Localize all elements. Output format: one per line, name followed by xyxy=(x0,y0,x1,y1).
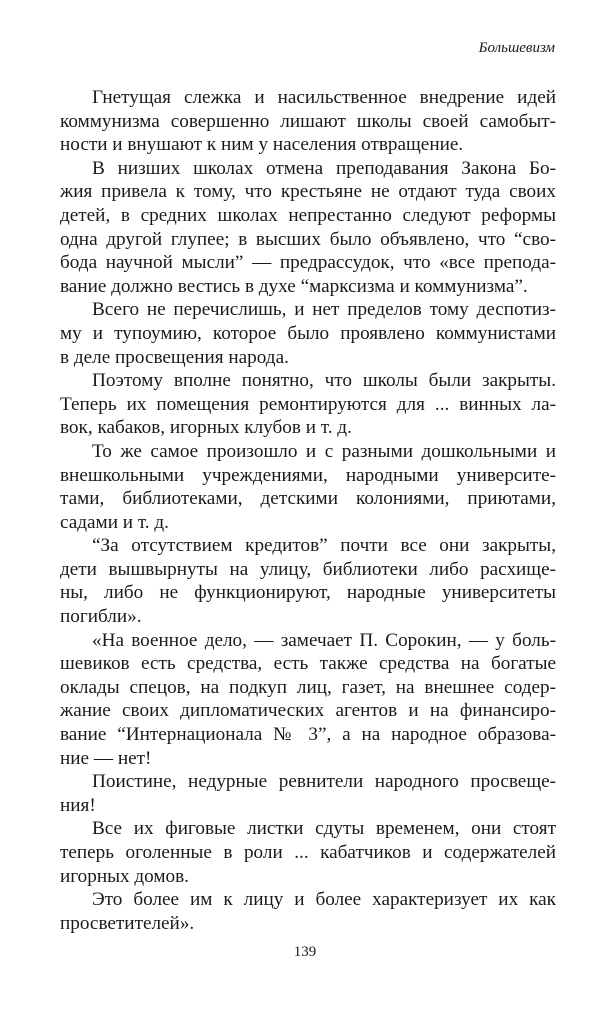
text-line: теперь оголенные в роли ... кабатчиков и содержателей xyxy=(60,842,556,863)
paragraph xyxy=(60,888,556,935)
text-line: ния! xyxy=(60,794,96,816)
text-line: ны, либо не функционируют, народные университеты xyxy=(60,582,556,604)
text-line: вание должно вестись в духе “марксизма и коммунизма”. xyxy=(60,275,528,297)
text-line: внешкольными учреждениями, народными университе- xyxy=(60,464,556,486)
paragraph xyxy=(60,817,556,888)
paragraph xyxy=(60,440,556,534)
paragraph xyxy=(60,86,556,157)
text-line: детей, в средних школах непрестанно следуют реформы xyxy=(60,204,556,226)
text-line: дети вышвырнуты на улицу, библиотеки либо расхище- xyxy=(60,558,556,580)
text-line: бода научной мысли” — предрассудок, что «все препода- xyxy=(60,252,556,274)
body-text xyxy=(60,86,556,935)
text-line: в деле просвещения народа. xyxy=(60,346,289,368)
paragraph xyxy=(60,369,556,440)
text-line: То же самое произошло и с разными дошкольными и xyxy=(92,440,556,462)
text-line: Все их фиговые листки сдуты временем, они стоят xyxy=(92,818,556,840)
text-line: Гнетущая слежка и насильственное внедрение идей xyxy=(92,87,556,108)
text-line: Всего не перечислишь, и нет пределов тому деспотиз- xyxy=(92,299,556,321)
paragraph xyxy=(60,157,556,299)
text-line: ние — нет! xyxy=(60,747,152,769)
running-header: Большевизм xyxy=(478,40,555,56)
text-line: шевиков есть средства, есть также средства на богатые xyxy=(60,653,556,675)
text-line: коммунизма совершенно лишают школы своей самобыт- xyxy=(60,110,556,132)
paragraph xyxy=(60,770,556,817)
page-number: 139 xyxy=(293,944,317,960)
text-line: погибли». xyxy=(60,606,142,628)
text-line: оклады спецов, на подкуп лиц, газет, на внешнее содер- xyxy=(60,676,556,698)
text-line: просветителей». xyxy=(60,912,195,934)
text-line: му и тупоумию, которое было проявлено коммунистами xyxy=(60,322,556,344)
text-line: садами и т. д. xyxy=(60,511,169,533)
paragraph xyxy=(60,629,556,771)
text-line: ности и внушают к ним у населения отвращение. xyxy=(60,134,464,156)
text-line: Это более им к лицу и более характеризует их как xyxy=(92,889,556,911)
text-line: игорных домов. xyxy=(60,865,189,887)
text-line: Теперь их помещения ремонтируются для ... винных ла- xyxy=(60,393,556,415)
text-line: жия привела к тому, что крестьяне не отдают туда своих xyxy=(60,181,556,203)
text-line: «На военное дело, — замечает П. Сорокин, — у боль- xyxy=(92,629,556,651)
text-line: тами, библиотеками, детскими колониями, приютами, xyxy=(60,488,556,510)
text-line: Поистине, недурные ревнители народного просвеще- xyxy=(92,771,556,793)
text-line: вание “Интернационала № 3”, а на народное образова- xyxy=(60,724,556,746)
text-line: вок, кабаков, игорных клубов и т. д. xyxy=(60,417,352,439)
text-line: одна другой глупее; в высших было объявлено, что “сво- xyxy=(60,228,556,250)
paragraph xyxy=(60,534,556,628)
text-line: жание своих дипломатических агентов и на финансиро- xyxy=(60,700,556,722)
text-line: В низших школах отмена преподавания Закона Бо- xyxy=(92,157,556,179)
paragraph xyxy=(60,298,556,369)
text-line: “За отсутствием кредитов” почти все они закрыты, xyxy=(92,535,556,557)
text-line: Поэтому вполне понятно, что школы были закрыты. xyxy=(92,370,556,392)
